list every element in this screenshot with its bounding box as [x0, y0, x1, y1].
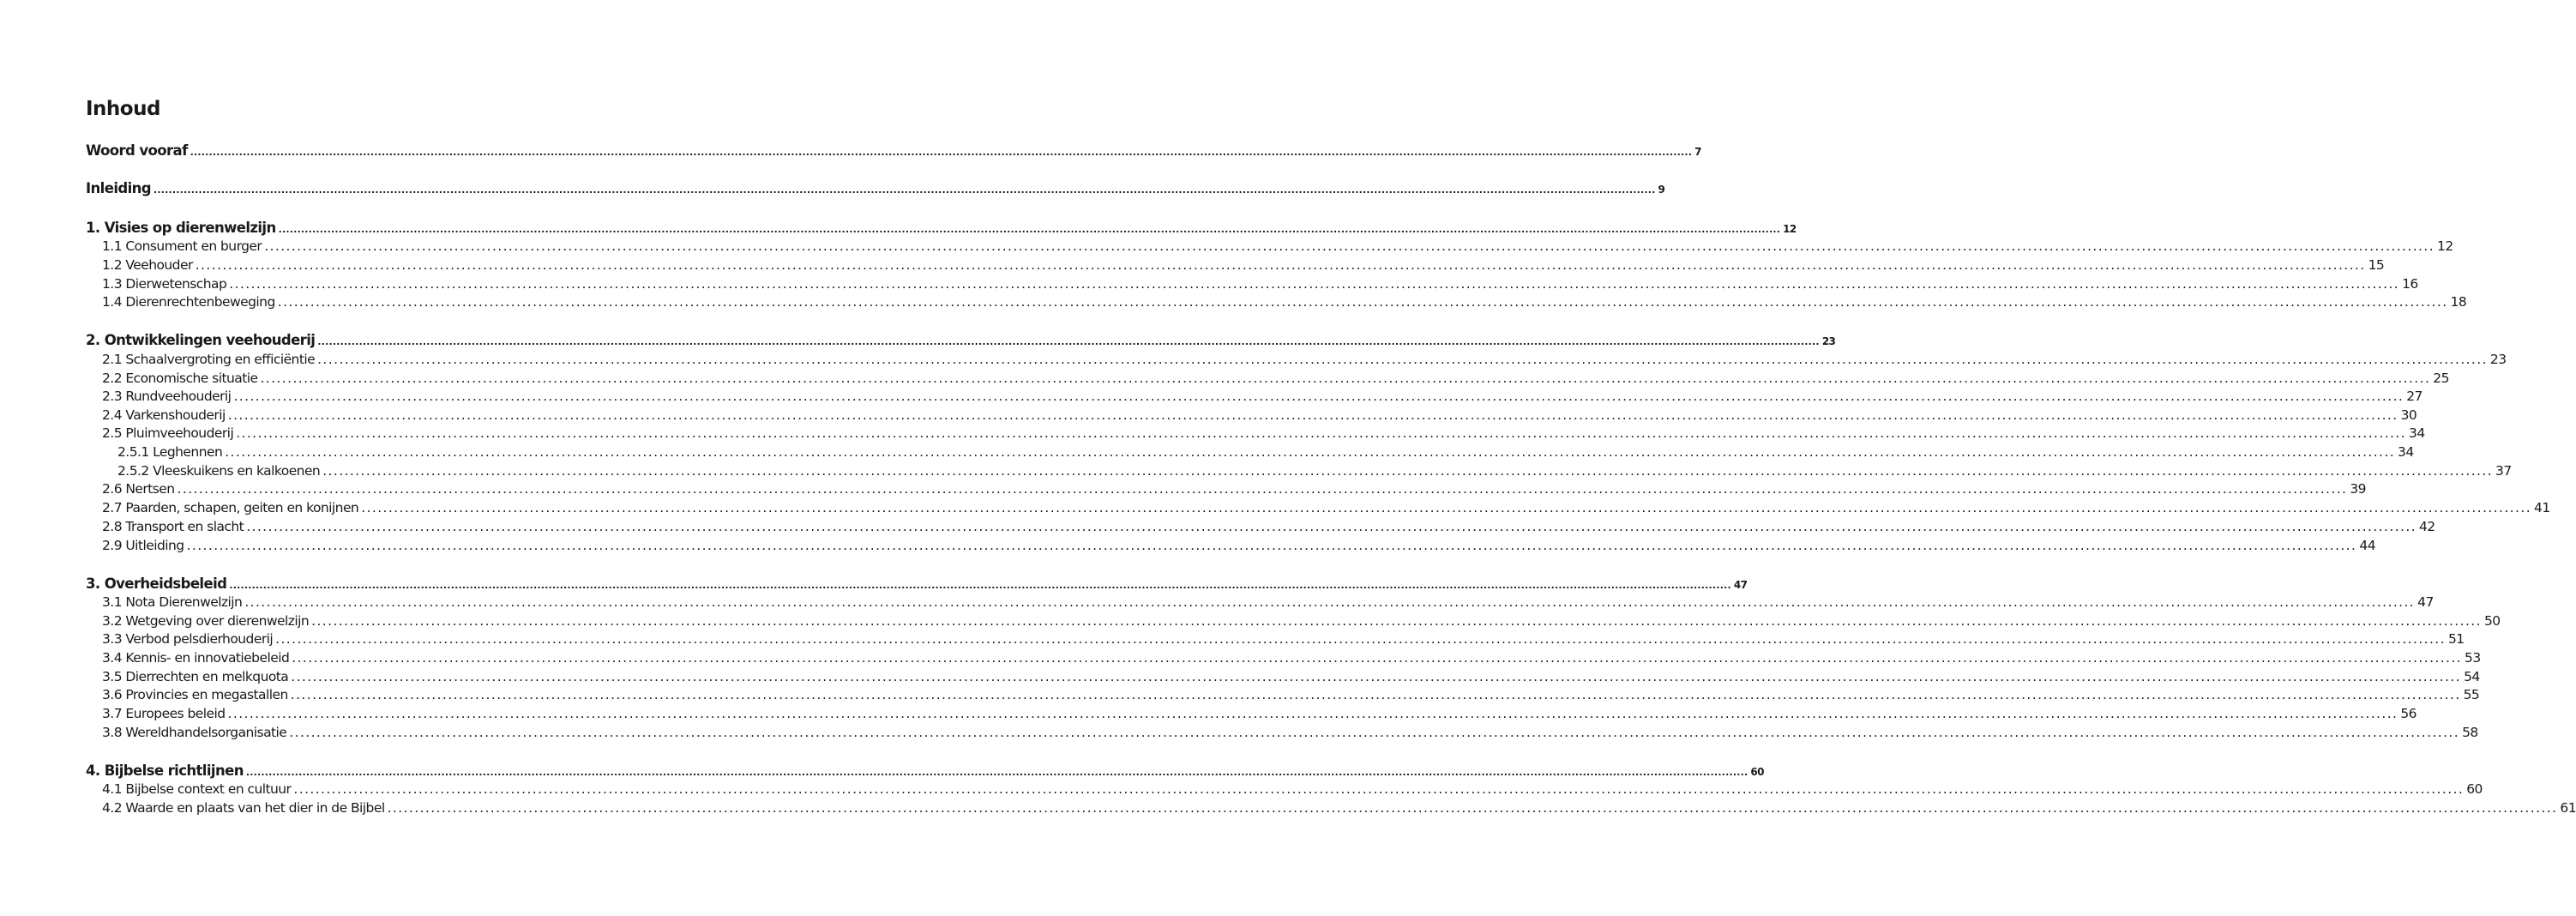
- toc-entry-title: 3. Overheidsbeleid: [86, 576, 227, 592]
- toc-page-number: 51: [2447, 631, 2465, 647]
- toc-entry[interactable]: [102, 798, 2576, 817]
- dot-leader: ................................................................................................................................................................................................................................................................................................................................................................................................................: [317, 352, 2488, 367]
- toc-entry-title: 1.2 Veehouder: [102, 257, 193, 273]
- toc-chapter[interactable]: [86, 331, 1836, 350]
- dot-leader: ................................................................................................................................................................................................................................................................................................................................................................................................................: [292, 650, 2463, 666]
- toc-entry-title: Woord vooraf: [86, 142, 188, 159]
- toc-page-number: 7: [1694, 146, 1701, 158]
- dot-leader: ................................................................................................................................................................................................................................................................................................................................................................................................................: [195, 257, 2366, 273]
- toc-page-number: 60: [1750, 766, 1764, 778]
- toc-entry[interactable]: [102, 612, 2501, 630]
- toc-page-number: 23: [1821, 335, 1836, 347]
- toc-entry[interactable]: [102, 387, 2423, 406]
- toc-page-number: 37: [2495, 463, 2512, 479]
- toc-entry-title: 2.5.1 Leghennen: [117, 444, 223, 460]
- toc-entry[interactable]: [117, 443, 2414, 461]
- toc-entry[interactable]: [102, 685, 2480, 704]
- dot-leader: ................................................................................................................................................................................................................................................................................................................................................................................................................: [322, 463, 2494, 479]
- toc-chapter[interactable]: [86, 142, 1701, 160]
- toc-entry-title: 3.6 Provincies en megastallen: [102, 687, 288, 702]
- toc-page-number: 54: [2464, 669, 2480, 684]
- dot-leader: ................................................................................................................................................................................................................................................................................................................................................................................................................: [227, 407, 2398, 423]
- toc-entry-title: 1.1 Consument en burger: [102, 238, 262, 254]
- toc-entry-title: 3.2 Wetgeving over dierenwelzijn: [102, 613, 310, 629]
- toc-page-number: 12: [1783, 223, 1797, 235]
- toc-entry[interactable]: [102, 667, 2480, 686]
- dot-leader: ................................................................................................................................................................................................................................................................................................................................................................................................................: [227, 706, 2398, 721]
- toc-entry[interactable]: [102, 350, 2507, 369]
- dot-leader: ................................................................................................................................................................................................................................................................................................................................................................................................................: [290, 687, 2461, 702]
- toc-entry[interactable]: [102, 593, 2434, 612]
- toc-page-number: 42: [2419, 519, 2435, 534]
- dot-leader: ................................................................................................................................................................................................................................................................................................................................................................................................................: [225, 444, 2396, 460]
- dot-leader: ................................................................................................................................................................................................................................................................................................................................................................................................................: [233, 389, 2404, 404]
- toc-page-number: 58: [2462, 725, 2478, 740]
- toc-entry-title: 3.1 Nota Dierenwelzijn: [102, 594, 243, 610]
- toc-page-number: 60: [2466, 781, 2483, 797]
- toc-entry-title: 3.8 Wereldhandelsorganisatie: [102, 725, 287, 740]
- toc-entry-title: 2.8 Transport en slacht: [102, 519, 244, 534]
- toc-page-number: 41: [2534, 500, 2550, 515]
- toc-entry[interactable]: [102, 517, 2435, 536]
- toc-entry-title: 3.7 Europees beleid: [102, 706, 226, 721]
- dot-leader: ................................................................................................................................................................................................................................................................................................................................................................................................................: [264, 238, 2435, 254]
- toc-entry-title: 2.1 Schaalvergroting en efficiëntie: [102, 352, 316, 367]
- dot-leader: ................................................................................................................................................................................................................................................................................................................................................................................................................: [291, 669, 2462, 684]
- toc-page-number: 15: [2368, 257, 2385, 273]
- toc-entry-title: 4.2 Waarde en plaats van het dier in de Bijbel: [102, 800, 385, 816]
- toc-entry-title: 1.3 Dierwetenschap: [102, 276, 227, 292]
- toc-chapter[interactable]: [86, 179, 1665, 198]
- dot-leader: ................................................................................................................................................................................................................................................................................................................................................................................................................: [229, 276, 2400, 292]
- dot-leader: ................................................................................................................................................................................................................................................................................................................................................................................................................: [260, 371, 2431, 386]
- dot-leader: ................................................................................................................................................................................................................................................................................................................................................................................................................: [153, 184, 1656, 196]
- toc-page-number: 34: [2398, 444, 2414, 460]
- toc-entry[interactable]: [102, 424, 2425, 443]
- toc-entry-title: 3.5 Dierrechten en melkquota: [102, 669, 289, 684]
- toc-entry[interactable]: [102, 780, 2483, 798]
- toc-page-number: 50: [2483, 613, 2501, 629]
- toc-entry-title: 2.5 Pluimveehouderij: [102, 425, 234, 441]
- toc-entry[interactable]: [102, 479, 2366, 498]
- toc-page-number: 55: [2463, 687, 2480, 702]
- toc-page-number: 27: [2406, 389, 2423, 404]
- toc-page-number: 44: [2359, 538, 2376, 553]
- toc-entry-title: Inleiding: [86, 180, 152, 196]
- dot-leader: ................................................................................................................................................................................................................................................................................................................................................................................................................: [177, 481, 2348, 497]
- dot-leader: ................................................................................................................................................................................................................................................................................................................................................................................................................: [277, 294, 2448, 310]
- toc-page-number: 53: [2465, 650, 2481, 666]
- toc-entry-title: 2.6 Nertsen: [102, 481, 175, 497]
- dot-leader: ................................................................................................................................................................................................................................................................................................................................................................................................................: [311, 613, 2482, 629]
- toc-entry-title: 4. Bijbelse richtlijnen: [86, 762, 244, 779]
- dot-leader: ................................................................................................................................................................................................................................................................................................................................................................................................................: [275, 631, 2446, 647]
- dot-leader: ................................................................................................................................................................................................................................................................................................................................................................................................................: [186, 538, 2357, 553]
- dot-leader: ................................................................................................................................................................................................................................................................................................................................................................................................................: [229, 580, 1731, 591]
- toc-entry[interactable]: [102, 406, 2417, 425]
- toc-entry-title: 3.4 Kennis- en innovatiebeleid: [102, 650, 290, 666]
- dot-leader: ................................................................................................................................................................................................................................................................................................................................................................................................................: [361, 500, 2532, 515]
- dot-leader: ................................................................................................................................................................................................................................................................................................................................................................................................................: [246, 519, 2417, 534]
- toc-page-number: 16: [2402, 276, 2418, 292]
- toc-entry[interactable]: [102, 369, 2449, 388]
- toc-page-number: 23: [2489, 352, 2507, 367]
- toc-entry-title: 2.4 Varkenshouderij: [102, 407, 226, 423]
- toc-entry[interactable]: [102, 498, 2550, 517]
- toc-entry[interactable]: [117, 461, 2512, 480]
- toc-page-number: 47: [1733, 579, 1748, 591]
- toc-entry[interactable]: [102, 630, 2465, 648]
- toc-entry[interactable]: [102, 648, 2481, 667]
- toc-chapter[interactable]: [86, 762, 1764, 780]
- dot-leader: ................................................................................................................................................................................................................................................................................................................................................................................................................: [245, 767, 1748, 778]
- dot-leader: ................................................................................................................................................................................................................................................................................................................................................................................................................: [289, 725, 2460, 740]
- toc-page-number: 61: [2560, 800, 2576, 816]
- toc-entry-title: 2.9 Uitleiding: [102, 538, 184, 553]
- toc-entry[interactable]: [102, 723, 2478, 742]
- dot-leader: ................................................................................................................................................................................................................................................................................................................................................................................................................: [293, 781, 2465, 797]
- toc-page-number: 47: [2417, 594, 2434, 610]
- toc-entry[interactable]: [102, 256, 2385, 274]
- toc-page-number: 39: [2350, 481, 2366, 497]
- toc-entry-title: 2.7 Paarden, schapen, geiten en konijnen: [102, 500, 359, 515]
- dot-leader: ................................................................................................................................................................................................................................................................................................................................................................................................................: [236, 425, 2407, 441]
- toc-page-number: 18: [2450, 294, 2467, 310]
- toc-entry[interactable]: [102, 292, 2467, 311]
- toc-entry-title: 3.3 Verbod pelsdierhouderij: [102, 631, 274, 647]
- toc-page-number: 30: [2400, 407, 2417, 423]
- toc-entry-title: 1.4 Dierenrechtenbeweging: [102, 294, 275, 310]
- toc-entry-title: 2. Ontwikkelingen veehouderij: [86, 332, 316, 348]
- toc-page-number: 25: [2433, 371, 2449, 386]
- toc-entry[interactable]: [102, 274, 2418, 293]
- toc-entry-title: 1. Visies op dierenwelzijn: [86, 220, 276, 236]
- toc-chapter[interactable]: [86, 219, 1797, 238]
- toc-entry[interactable]: [102, 237, 2453, 256]
- toc-page-number: 34: [2409, 425, 2425, 441]
- dot-leader: ................................................................................................................................................................................................................................................................................................................................................................................................................: [317, 336, 1820, 347]
- toc-entry-title: 2.5.2 Vleeskuikens en kalkoenen: [117, 463, 321, 479]
- toc-page-number: 9: [1658, 184, 1665, 196]
- toc-chapter[interactable]: [86, 575, 1748, 594]
- toc-entry-title: 2.3 Rundveehouderij: [102, 389, 232, 404]
- dot-leader: ................................................................................................................................................................................................................................................................................................................................................................................................................: [190, 147, 1693, 158]
- toc-entry-title: 2.2 Economische situatie: [102, 371, 258, 386]
- dot-leader: ................................................................................................................................................................................................................................................................................................................................................................................................................: [387, 800, 2558, 816]
- dot-leader: ................................................................................................................................................................................................................................................................................................................................................................................................................: [278, 224, 1781, 235]
- toc-entry-title: 4.1 Bijbelse context en cultuur: [102, 781, 292, 797]
- toc-page-number: 56: [2400, 706, 2417, 721]
- toc-entry[interactable]: [102, 536, 2376, 555]
- toc-page-number: 12: [2437, 238, 2453, 254]
- page-title: Inhoud: [86, 98, 160, 120]
- toc-entry[interactable]: [102, 704, 2417, 723]
- dot-leader: ................................................................................................................................................................................................................................................................................................................................................................................................................: [244, 594, 2416, 610]
